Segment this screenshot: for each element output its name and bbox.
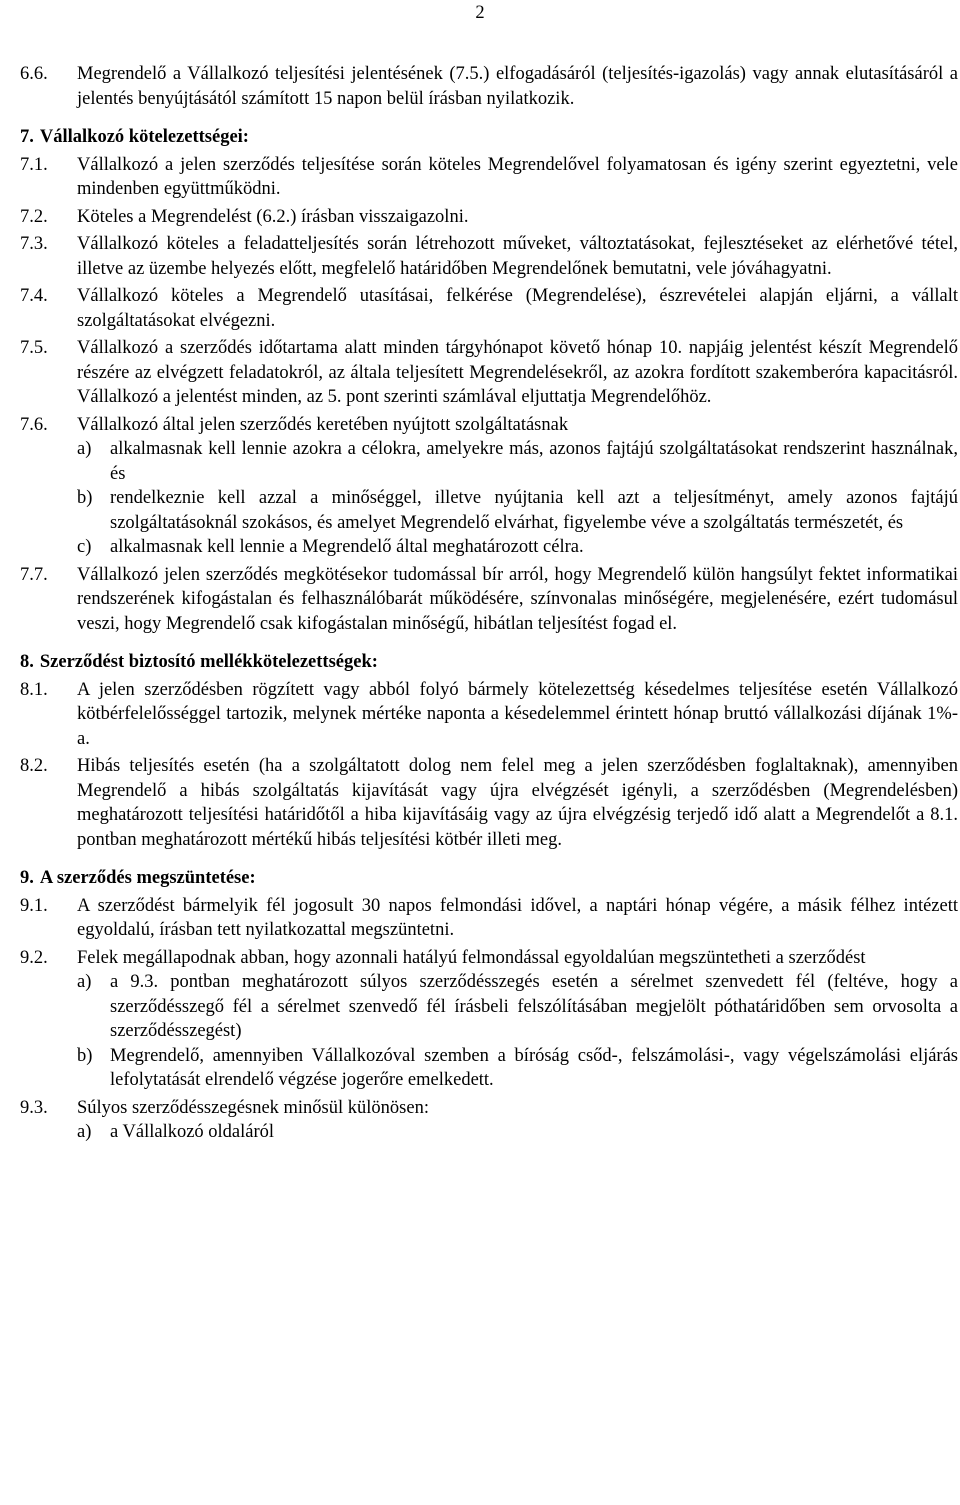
list-text: rendelkeznie kell azzal a minőséggel, illetve nyújtania kell azt a teljesítményt, amely azonos fajtájú szolgáltatásoknál szokásos, és amelyet Megrendelő elvárhat, figyelembe véve a szolgáltatás természetét, és: [110, 488, 958, 533]
heading-number: 8.: [20, 652, 34, 672]
section-number: 7.2.: [20, 206, 48, 227]
section-number: 7.5.: [20, 338, 48, 358]
list-label: b): [77, 1045, 93, 1066]
section-text: Vállalkozó által jelen szerződés keretében nyújtott szolgáltatásnak: [77, 414, 569, 435]
list-text: Megrendelő, amennyiben Vállalkozóval szemben a bíróság csőd-, felszámolási-, vagy végelszámolási eljárás lefolytatását elrendelő végzése jogerőre emelkedett.: [110, 1045, 958, 1090]
section-number: 8.2.: [20, 756, 48, 776]
section-number: 8.1.: [20, 679, 48, 700]
section-number: 9.2.: [20, 947, 48, 968]
page-number: 2: [475, 3, 485, 23]
section-text: Vállalkozó köteles a feladatteljesítés során létrehozott műveket, változtatásokat, fejlesztéseket az elérhetővé tétel, illetve az üzembe helyezés előtt, megfelelő határidőben Megrendelőnek bemutatni, vele jóváhagyatni.: [77, 234, 958, 279]
section-number: 7.1.: [20, 154, 48, 175]
document-body: [20, 62, 960, 1145]
list-item: [77, 1120, 960, 1145]
heading-title: A szerződés megszüntetése:: [39, 868, 256, 888]
list-text: alkalmasnak kell lennie a Megrendelő által meghatározott célra.: [110, 537, 584, 557]
section-text: Vállalkozó köteles a Megrendelő utasításai, felkérése (Megrendelése), észrevételei alapján eljárni, a vállalt szolgáltatásokat elvégezni.: [77, 286, 958, 331]
section-text: Vállalkozó a jelen szerződés teljesítése során köteles Megrendelővel folyamatosan és igény szerint egyeztetni, vele mindenben együttműködni.: [77, 154, 958, 199]
section-text: Hibás teljesítés esetén (ha a szolgáltatott dolog nem felel meg a jelen szerződésben foglaltaknak), amennyiben Megrendelő a hibás szolgáltatás kijavítását vagy újra elvégzését igényli, a szerződésben (Megrendelésben) meghatározott teljesítési határidőtől a hiba kijavításáig vagy az újra elvégzésig terjedő idő alatt a Megrendelőt a 8.1. pontban meghatározott mértékű hibás teljesítési kötbér illeti meg.: [77, 756, 958, 850]
section-text: A szerződést bármelyik fél jogosult 30 napos felmondási idővel, a naptári hónap végére, a másik félhez intézett egyoldalú, írásban tett nyilatkozattal megszüntetni.: [77, 895, 958, 940]
heading-8: [20, 650, 960, 675]
section-6-6: [20, 62, 960, 111]
section-text: Vállalkozó jelen szerződés megkötésekor tudomással bír arról, hogy Megrendelő külön hangsúlyt fektet informatikai rendszerének kifogástalan és felhasználóbarát működésére, színvonalas minőségére, megjelenésére, ezért tudomásul veszi, hogy Megrendelő csak kifogástalan minőségű, hibátlan teljesítést fogad el.: [77, 564, 958, 634]
heading-number: 7.: [20, 127, 34, 147]
section-text: Vállalkozó a szerződés időtartama alatt minden tárgyhónapot követő hónap 10. napjáig jelentést készít Megrendelő részére az elvégzett feladatokról, az általa teljesített Megrendelésekről, az azokra fordított szakemberóra kapacitásról. Vállalkozó a jelentést minden, az 5. pont szerinti számlával eljuttatja Megrendelőhöz.: [77, 338, 958, 407]
list-label: a): [77, 1122, 92, 1142]
section-9-3: [20, 1096, 960, 1121]
list-text: alkalmasnak kell lennie azokra a célokra, amelyekre más, azonos fajtájú szolgáltatásokat rendszerint használnak, és: [110, 439, 958, 484]
section-number: 9.1.: [20, 895, 48, 916]
section-7-4: [20, 284, 960, 333]
section-7-3: [20, 232, 960, 281]
list-label: b): [77, 488, 93, 508]
section-text: Köteles a Megrendelést (6.2.) írásban visszaigazolni.: [77, 206, 469, 227]
section-text: Súlyos szerződésszegésnek minősül különösen:: [77, 1097, 429, 1118]
heading-title: Szerződést biztosító mellékkötelezettségek:: [39, 652, 378, 672]
section-8-2: [20, 754, 960, 852]
section-number: 9.3.: [20, 1097, 48, 1118]
list-item: [77, 970, 960, 1044]
list-label: a): [77, 439, 92, 459]
section-8-1: [20, 678, 960, 752]
list-item: [77, 486, 960, 535]
section-text: Felek megállapodnak abban, hogy azonnali hatályú felmondással egyoldalúan megszüntetheti a szerződést: [77, 947, 866, 968]
list-text: a Vállalkozó oldaláról: [110, 1122, 275, 1142]
heading-7: [20, 125, 960, 150]
list-item: [77, 437, 960, 486]
section-number: 7.4.: [20, 286, 48, 306]
section-7-1: [20, 153, 960, 202]
heading-title: Vállalkozó kötelezettségei:: [39, 127, 249, 147]
heading-number: 9.: [20, 868, 34, 888]
list-label: a): [77, 972, 92, 992]
section-7-5: [20, 336, 960, 410]
section-number: 6.6.: [20, 64, 48, 84]
list-item: [77, 535, 960, 560]
section-number: 7.7.: [20, 564, 48, 585]
heading-9: [20, 866, 960, 891]
section-number: 7.3.: [20, 234, 48, 254]
section-9-2: [20, 946, 960, 971]
section-text: A jelen szerződésben rögzített vagy abból folyó bármely kötelezettség késedelmes teljesítése esetén Vállalkozó kötbérfelelősséggel tartozik, melynek mértéke naponta a késedelemmel érintett hónap bruttó vállalkozási díjának 1%-a.: [77, 679, 958, 749]
list-text: a 9.3. pontban meghatározott súlyos szerződésszegés esetén a sérelmet szenvedett fél (feltéve, hogy a szerződésszegő fél a sérelmet szenvedő fél írásbeli felszólításában megjelölt póthatáridőben sem orvosolta a szerződésszegést): [110, 972, 958, 1041]
section-7-2: [20, 205, 960, 230]
section-9-1: [20, 894, 960, 943]
section-7-7: [20, 563, 960, 637]
list-label: c): [77, 537, 92, 557]
section-number: 7.6.: [20, 414, 48, 435]
list-item: [77, 1044, 960, 1093]
section-7-6: [20, 413, 960, 438]
section-text: Megrendelő a Vállalkozó teljesítési jelentésének (7.5.) elfogadásáról (teljesítés-igazolás) vagy annak elutasításáról a jelentés benyújtásától számított 15 napon belül írásban nyilatkozik.: [77, 64, 958, 109]
